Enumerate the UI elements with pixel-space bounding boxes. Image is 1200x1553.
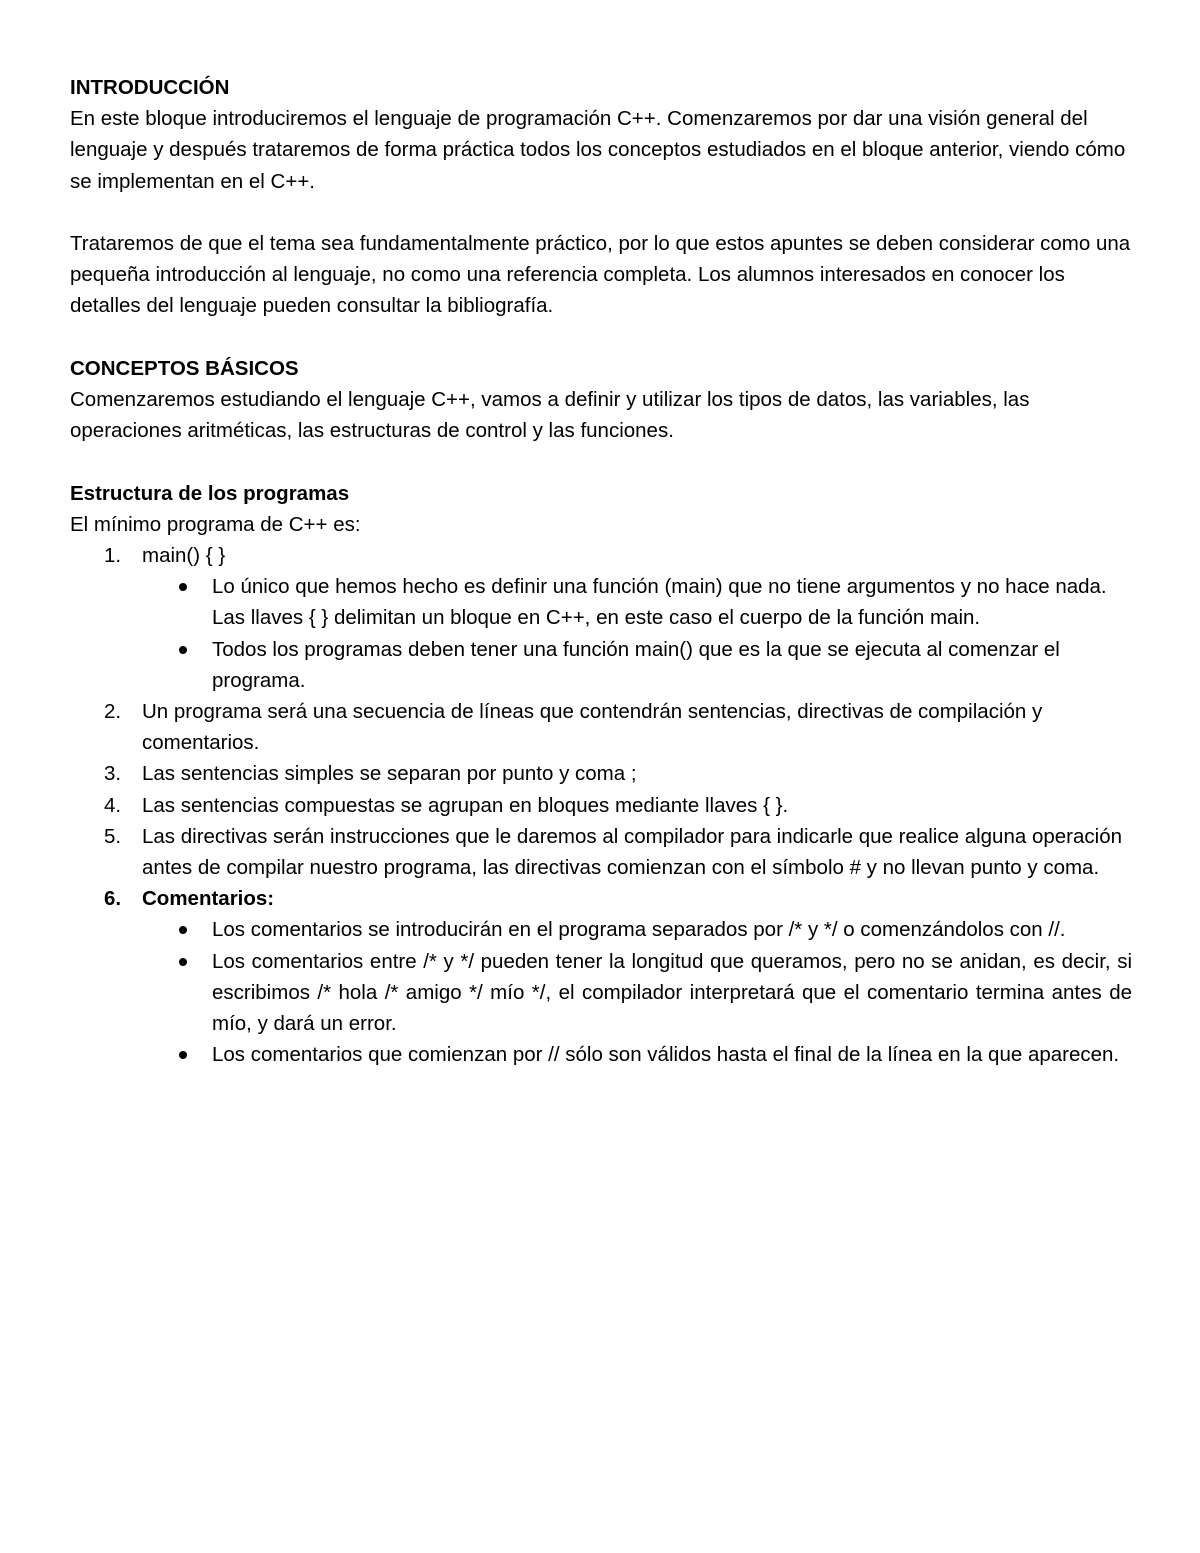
list-item: Un programa será una secuencia de líneas que contendrán sentencias, directivas de compilación y comentarios. [142,700,1043,755]
list-item: Las directivas serán instrucciones que le daremos al compilador para indicarle que realice alguna operación antes de compilar nuestro programa, las directivas comienzan con el símbolo # y no llevan punto y coma. [142,824,1122,880]
basics-paragraph: Comenzaremos estudiando el lenguaje C++, vamos a definir y utilizar los tipos de datos, las variables, las operaciones aritméticas, las estructuras de control y las funciones. [70,388,1030,443]
spacer [70,446,1132,477]
intro-paragraph-2: Trataremos de que el tema sea fundamentalmente práctico, por lo que estos apuntes se deben considerar como una pequeña introducción al lenguaje, no como una referencia completa. Los alumnos interesados en conocer los detalles del lenguaje pueden consultar la bibliografía. [70,232,1131,318]
structure-intro: El mínimo programa de C++ es: [70,512,361,536]
structure-heading: Estructura de los programas [70,481,350,505]
intro-paragraph-1: En este bloque introduciremos el lenguaje de programación C++. Comenzaremos por dar una visión general del lenguaje y después trataremos de forma práctica todos los conceptos estudiados en el bloque anterior, viendo cómo se implementan en el C++. [70,107,1126,193]
bullet-item: Todos los programas deben tener una función main() que es la que se ejecuta al comenzar el programa. [212,634,1132,696]
list-item-text: main() { } [142,544,226,567]
bullet-list [142,914,1132,1070]
list-item-text: Comentarios: [142,887,275,911]
bullet-list [142,571,1132,696]
intro-heading: INTRODUCCIÓN [70,76,230,99]
bullet-item: Los comentarios se introducirán en el programa separados por /* y */ o comenzándolos con //. [212,914,1132,945]
bullet-item: Los comentarios que comienzan por // sólo son válidos hasta el final de la línea en la que aparecen. [212,1039,1132,1070]
list-item: Las sentencias compuestas se agrupan en bloques mediante llaves { }. [142,793,789,817]
spacer [70,322,1132,353]
numbered-list [70,540,1132,1070]
list-item: Las sentencias simples se separan por punto y coma ; [142,762,637,786]
basics-heading: CONCEPTOS BÁSICOS [70,356,299,380]
bullet-item: Lo único que hemos hecho es definir una función (main) que no tiene argumentos y no hace nada. Las llaves { } delimitan un bloque en C++, en este caso el cuerpo de la función main. [212,571,1132,633]
bullet-item: Los comentarios entre /* y */ pueden tener la longitud que queramos, pero no se anidan, es decir, si escribimos /* hola /* amigo */ mío */, el compilador interpretará que el comentario termina antes de mío, y dará un error. [212,946,1132,1040]
document-page [70,72,1132,1070]
spacer [70,197,1132,228]
list-item [142,540,1132,696]
list-item [142,883,1132,1070]
